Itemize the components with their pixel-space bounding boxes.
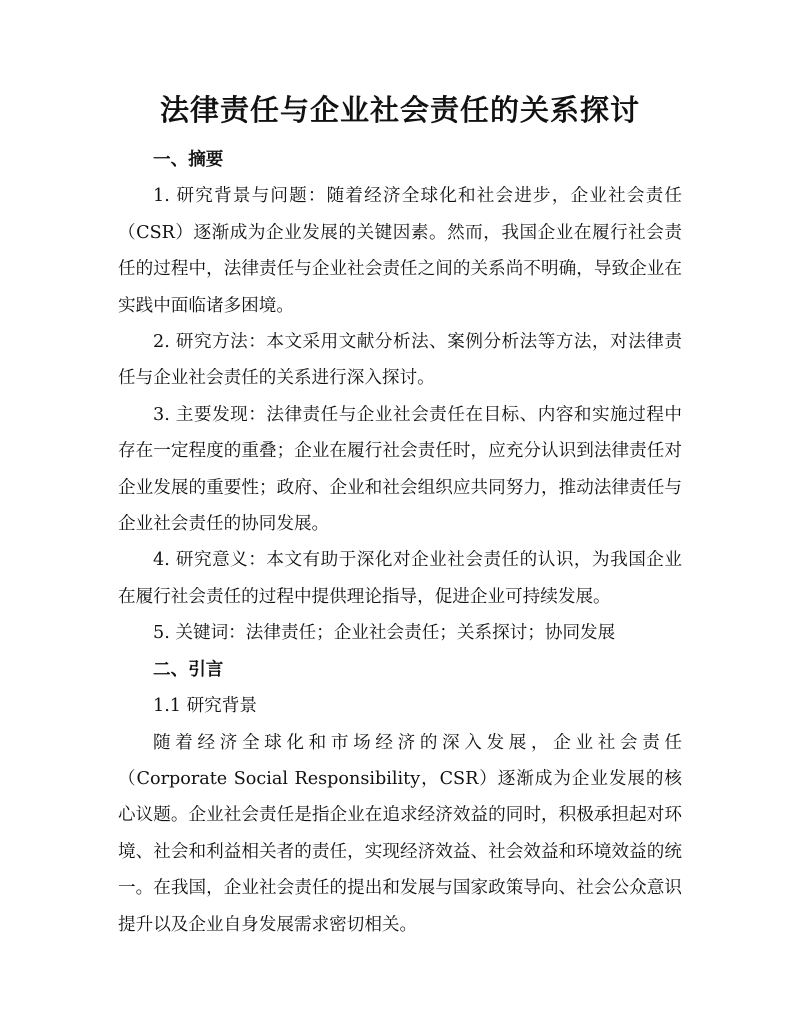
abstract-item-5: 5. 关键词：法律责任；企业社会责任；关系探讨；协同发展 <box>153 623 616 644</box>
document-title: 法律责任与企业社会责任的关系探讨 <box>159 93 640 127</box>
intro-paragraph: 随着经济全球化和市场经济的深入发展，企业社会责任（Corporate Social Responsibility，CSR）逐渐成为企业发展的核心议题。企业社会责任是指企业在追求经济效益的同时，积极承担起对环境、社会和利益相关者的责任，实现经济效益、社会效益和环境效益的统一。在我国，企业社会责任的提出和发展与国家政策导向、社会公众意识提升以及企业自身发展需求密切相关。 <box>118 732 682 935</box>
intro-heading: 二、引言 <box>153 658 224 680</box>
abstract-item-1: 1. 研究背景与问题：随着经济全球化和社会进步，企业社会责任（CSR）逐渐成为企业发展的关键因素。然而，我国企业在履行社会责任的过程中，法律责任与企业社会责任之间的关系尚不明确，导致企业在实践中面临诸多困境。 <box>118 186 682 316</box>
document-body <box>118 142 682 943</box>
abstract-item-3: 3. 主要发现：法律责任与企业社会责任在目标、内容和实施过程中存在一定程度的重叠；企业在履行社会责任时，应充分认识到法律责任对企业发展的重要性；政府、企业和社会组织应共同努力，推动法律责任与企业社会责任的协同发展。 <box>118 404 682 535</box>
intro-subheading: 1.1 研究背景 <box>153 696 257 717</box>
abstract-heading: 一、摘要 <box>153 149 224 170</box>
abstract-item-4: 4. 研究意义：本文有助于深化对企业社会责任的认识，为我国企业在履行社会责任的过程中提供理论指导，促进企业可持续发展。 <box>118 550 682 607</box>
abstract-item-2: 2. 研究方法：本文采用文献分析法、案例分析法等方法，对法律责任与企业社会责任的关系进行深入探讨。 <box>118 332 682 389</box>
